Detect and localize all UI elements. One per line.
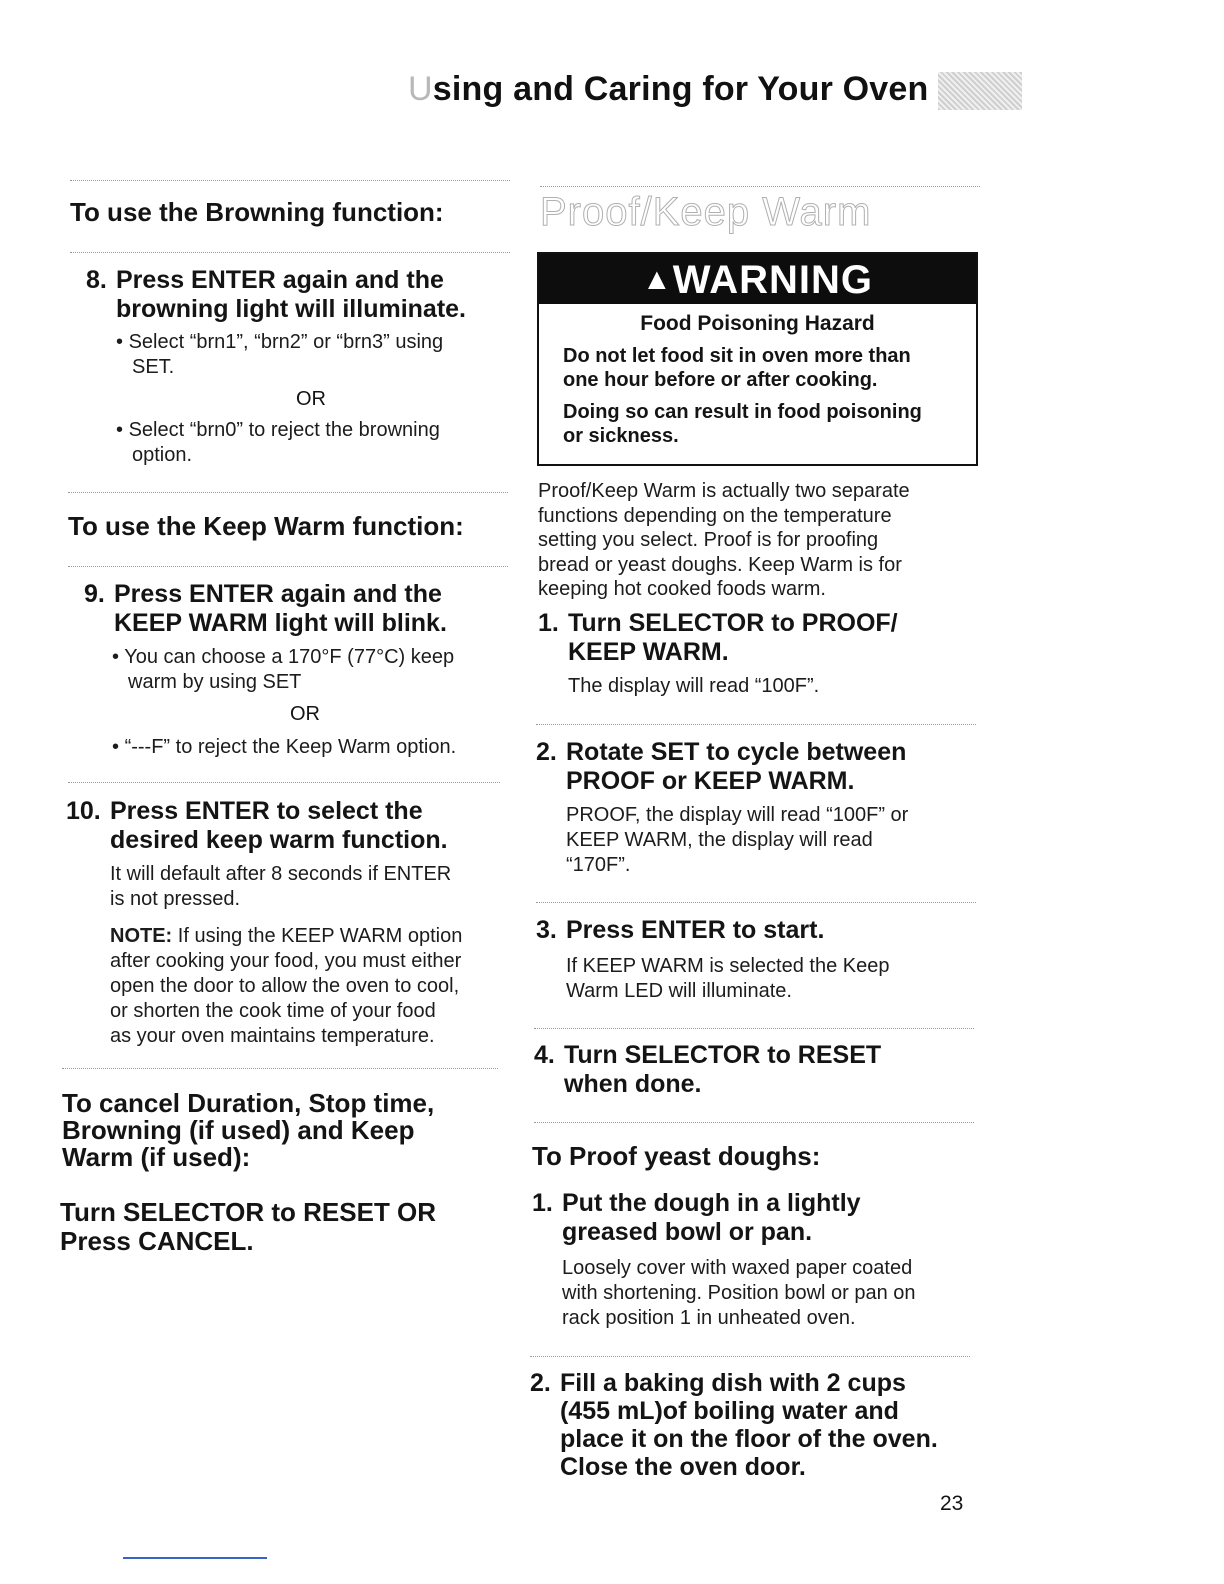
- warning-label: WARNING: [672, 258, 874, 302]
- proof-step-3: [536, 916, 966, 945]
- warning-line: Do not let food sit in oven more than: [563, 345, 911, 367]
- step-9-details: [112, 645, 454, 695]
- divider: [536, 902, 976, 903]
- section-title: Proof/Keep Warm: [540, 190, 872, 234]
- note-text: If using the KEEP WARM option: [172, 925, 463, 947]
- or-text: OR: [290, 703, 320, 725]
- step-title: KEEP WARM.: [568, 638, 729, 666]
- divider: [534, 1028, 974, 1029]
- note-label: NOTE:: [110, 925, 173, 947]
- instruction-line: Turn SELECTOR to RESET OR: [60, 1197, 437, 1227]
- intro-line: bread or yeast doughs. Keep Warm is for: [538, 553, 902, 576]
- step-10: [66, 797, 506, 855]
- step-number: 1.: [532, 1189, 553, 1217]
- or-text: OR: [296, 388, 326, 410]
- bullet-text: • Select “brn1”, “brn2” or “brn3” using: [116, 330, 443, 355]
- divider: [540, 186, 980, 187]
- step-title: Turn SELECTOR to PROOF/: [568, 609, 898, 637]
- step-title: when done.: [564, 1070, 702, 1098]
- bullet-text: • “---F” to reject the Keep Warm option.: [112, 735, 456, 760]
- step-title: Put the dough in a lightly: [562, 1189, 861, 1217]
- divider: [68, 566, 508, 567]
- step-title: greased bowl or pan.: [562, 1218, 813, 1246]
- proof-yeast-heading: To Proof yeast doughs:: [532, 1141, 821, 1171]
- step-number: 3.: [536, 916, 557, 944]
- cancel-heading: [62, 1090, 502, 1171]
- heading-line: Browning (if used) and Keep: [62, 1115, 415, 1145]
- body-text: PROOF, the display will read “100F” or: [566, 804, 909, 826]
- note-text: or shorten the cook time of your food: [110, 1000, 436, 1022]
- step-title: PROOF or KEEP WARM.: [566, 767, 855, 795]
- warning-line: Doing so can result in food poisoning: [563, 401, 922, 423]
- divider: [536, 724, 976, 725]
- header-tab-decoration: [938, 72, 1022, 110]
- heading-line: To cancel Duration, Stop time,: [62, 1088, 435, 1118]
- note-text: as your oven maintains temperature.: [110, 1025, 435, 1047]
- warning-text-1: [563, 344, 962, 392]
- step-title: Fill a baking dish with 2 cups: [560, 1369, 906, 1397]
- note-text: open the door to allow the oven to cool,: [110, 975, 460, 997]
- warning-box: [537, 252, 978, 466]
- body-text: with shortening. Position bowl or pan on: [562, 1282, 916, 1304]
- note-text: after cooking your food, you must either: [110, 950, 462, 972]
- intro-line: keeping hot cooked foods warm.: [538, 578, 826, 600]
- step-number: 9.: [84, 580, 105, 608]
- browning-heading: To use the Browning function:: [70, 197, 444, 227]
- step-title: browning light will illuminate.: [116, 295, 466, 323]
- step-8-option: [116, 418, 440, 468]
- bullet-text: warm by using SET: [128, 671, 302, 693]
- intro-line: setting you select. Proof is for proofing: [538, 529, 879, 551]
- page-number: 23: [940, 1492, 964, 1515]
- page-header-title: [408, 70, 928, 109]
- body-text: It will default after 8 seconds if ENTER: [110, 863, 452, 885]
- step-title: place it on the floor of the oven.: [560, 1425, 938, 1453]
- divider: [530, 1356, 970, 1357]
- step-body: The display will read “100F”.: [568, 675, 820, 697]
- proof-step-2: [536, 738, 966, 796]
- header-title-rest: sing and Caring for Your Oven: [432, 70, 929, 108]
- step-9: [84, 580, 504, 638]
- step-number: 1.: [538, 609, 559, 637]
- proof-step-4: [534, 1041, 964, 1099]
- keepwarm-heading: To use the Keep Warm function:: [68, 511, 464, 541]
- step-title: Turn SELECTOR to RESET: [564, 1041, 882, 1069]
- body-text: If KEEP WARM is selected the Keep: [566, 955, 890, 977]
- warning-line: or sickness.: [563, 425, 679, 447]
- body-text: rack position 1 in unheated oven.: [562, 1307, 856, 1329]
- bullet-text: • Select “brn0” to reject the browning: [116, 418, 440, 443]
- step-2-body: [566, 803, 908, 878]
- warning-text-2: [563, 400, 962, 448]
- intro-line: Proof/Keep Warm is actually two separate: [538, 480, 910, 502]
- step-title: Press ENTER to start.: [566, 916, 825, 944]
- divider: [68, 782, 500, 783]
- step-title: (455 mL)of boiling water and: [560, 1397, 899, 1425]
- step-number: 2.: [530, 1369, 551, 1397]
- warning-header: [539, 254, 976, 304]
- step-title: desired keep warm function.: [110, 826, 448, 854]
- step-title: Close the oven door.: [560, 1453, 806, 1481]
- step-9-option: [112, 735, 456, 760]
- intro-paragraph: [538, 479, 910, 602]
- step-8-details: [116, 330, 443, 380]
- step-10-note: [110, 924, 462, 1049]
- step-number: 10.: [66, 797, 101, 825]
- warning-line: one hour before or after cooking.: [563, 369, 878, 391]
- divider: [70, 252, 510, 253]
- divider: [62, 1068, 498, 1069]
- step-title: Press ENTER to select the: [110, 797, 423, 825]
- heading-line: Warm (if used):: [62, 1142, 251, 1172]
- step-10-details: [110, 862, 451, 912]
- hazard-title: Food Poisoning Hazard: [640, 312, 875, 335]
- intro-line: functions depending on the temperature: [538, 504, 892, 527]
- bullet-text: option.: [132, 444, 193, 466]
- bullet-text: • You can choose a 170°F (77°C) keep: [112, 645, 454, 670]
- body-text: Warm LED will illuminate.: [566, 980, 792, 1002]
- body-text: is not pressed.: [110, 888, 241, 910]
- body-text: Loosely cover with waxed paper coated: [562, 1257, 913, 1279]
- body-text: “170F”.: [566, 854, 631, 876]
- bullet-text: SET.: [132, 356, 175, 378]
- yeast-step-1-body: [562, 1256, 916, 1331]
- step-number: 4.: [534, 1041, 555, 1069]
- yeast-step-2: [530, 1369, 970, 1481]
- body-text: KEEP WARM, the display will read: [566, 829, 873, 851]
- header-first-letter: U: [408, 70, 433, 108]
- cancel-instruction: [60, 1198, 500, 1256]
- step-8: [86, 266, 506, 324]
- step-title: KEEP WARM light will blink.: [114, 609, 447, 637]
- proof-step-1: [538, 609, 968, 667]
- instruction-line: Press CANCEL.: [60, 1226, 254, 1256]
- step-title: Press ENTER again and the: [114, 580, 442, 608]
- divider: [534, 1122, 974, 1123]
- step-number: 2.: [536, 738, 557, 766]
- step-title: Rotate SET to cycle between: [566, 738, 907, 766]
- divider: [70, 180, 510, 181]
- step-number: 8.: [86, 266, 107, 294]
- footer-rule: [123, 1557, 267, 1559]
- step-title: Press ENTER again and the: [116, 266, 444, 294]
- step-3-body: [566, 954, 889, 1004]
- divider: [68, 492, 508, 493]
- warning-triangle-icon: ▲: [641, 263, 673, 296]
- yeast-step-1: [532, 1189, 962, 1247]
